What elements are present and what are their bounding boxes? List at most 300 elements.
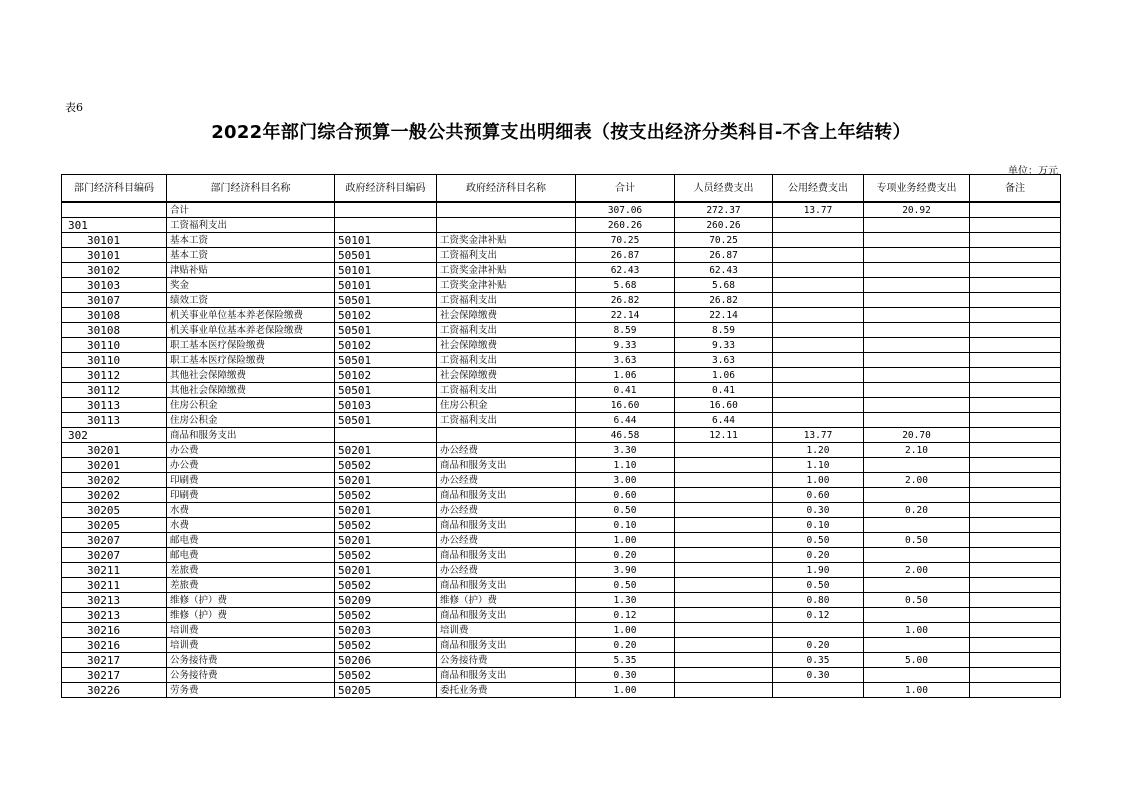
total-cell: 0.60: [576, 488, 675, 503]
dept-code-cell: 30216: [62, 638, 167, 653]
total-cell: 0.41: [576, 383, 675, 398]
public-cell: [773, 233, 864, 248]
gov-code-cell: 50502: [335, 548, 437, 563]
total-cell: 3.00: [576, 473, 675, 488]
dept-name-cell: 培训费: [167, 638, 335, 653]
special-cell: 20.70: [864, 428, 970, 443]
special-cell: 0.20: [864, 503, 970, 518]
dept-code-cell: 30113: [62, 413, 167, 428]
note-cell: [970, 473, 1061, 488]
public-cell: 1.20: [773, 443, 864, 458]
public-cell: [773, 323, 864, 338]
gov-name-cell: [437, 202, 576, 218]
gov-name-cell: 商品和服务支出: [437, 638, 576, 653]
gov-code-cell: 50501: [335, 248, 437, 263]
personnel-cell: [675, 593, 773, 608]
table-row: [62, 278, 1061, 293]
dept-name-cell: 水费: [167, 503, 335, 518]
special-cell: [864, 668, 970, 683]
personnel-cell: [675, 488, 773, 503]
table-row: [62, 533, 1061, 548]
dept-code-cell: 30103: [62, 278, 167, 293]
dept-code-cell: 30213: [62, 608, 167, 623]
gov-name-cell: 维修（护）费: [437, 593, 576, 608]
col-header-dept-name: 部门经济科目名称: [167, 175, 335, 203]
special-cell: [864, 248, 970, 263]
dept-code-cell: [62, 202, 167, 218]
table-row: [62, 323, 1061, 338]
personnel-cell: 70.25: [675, 233, 773, 248]
personnel-cell: 3.63: [675, 353, 773, 368]
table-body: [62, 202, 1061, 698]
dept-code-cell: 30113: [62, 398, 167, 413]
note-cell: [970, 578, 1061, 593]
dept-name-cell: 印刷费: [167, 473, 335, 488]
gov-name-cell: 商品和服务支出: [437, 458, 576, 473]
dept-code-cell: 30112: [62, 368, 167, 383]
dept-name-cell: 培训费: [167, 623, 335, 638]
col-header-note: 备注: [970, 175, 1061, 203]
gov-name-cell: 商品和服务支出: [437, 518, 576, 533]
personnel-cell: 22.14: [675, 308, 773, 323]
dept-name-cell: 邮电费: [167, 533, 335, 548]
public-cell: [773, 398, 864, 413]
col-header-personnel: 人员经费支出: [675, 175, 773, 203]
dept-code-cell: 30217: [62, 668, 167, 683]
dept-code-cell: 30202: [62, 488, 167, 503]
dept-name-cell: 办公费: [167, 443, 335, 458]
special-cell: [864, 413, 970, 428]
personnel-cell: [675, 458, 773, 473]
special-cell: [864, 548, 970, 563]
gov-name-cell: 工资福利支出: [437, 413, 576, 428]
gov-code-cell: 50101: [335, 263, 437, 278]
dept-code-cell: 30101: [62, 248, 167, 263]
gov-code-cell: 50102: [335, 308, 437, 323]
gov-name-cell: 工资福利支出: [437, 323, 576, 338]
table-row: [62, 608, 1061, 623]
personnel-cell: [675, 608, 773, 623]
total-cell: 3.63: [576, 353, 675, 368]
note-cell: [970, 233, 1061, 248]
dept-name-cell: 机关事业单位基本养老保险缴费: [167, 308, 335, 323]
public-cell: [773, 623, 864, 638]
col-header-dept-code: 部门经济科目编码: [62, 175, 167, 203]
note-cell: [970, 653, 1061, 668]
note-cell: [970, 218, 1061, 233]
gov-name-cell: 工资福利支出: [437, 248, 576, 263]
public-cell: [773, 383, 864, 398]
table-row: [62, 293, 1061, 308]
special-cell: [864, 638, 970, 653]
total-cell: 3.90: [576, 563, 675, 578]
gov-name-cell: [437, 218, 576, 233]
total-cell: 8.59: [576, 323, 675, 338]
dept-name-cell: 差旅费: [167, 578, 335, 593]
public-cell: 0.10: [773, 518, 864, 533]
note-cell: [970, 263, 1061, 278]
dept-name-cell: 公务接待费: [167, 653, 335, 668]
gov-code-cell: 50502: [335, 608, 437, 623]
table-row: [62, 473, 1061, 488]
dept-code-cell: 30110: [62, 353, 167, 368]
dept-code-cell: 30112: [62, 383, 167, 398]
personnel-cell: [675, 653, 773, 668]
note-cell: [970, 533, 1061, 548]
table-row: [62, 653, 1061, 668]
gov-name-cell: 商品和服务支出: [437, 548, 576, 563]
col-header-public: 公用经费支出: [773, 175, 864, 203]
special-cell: [864, 323, 970, 338]
public-cell: [773, 263, 864, 278]
gov-name-cell: 办公经费: [437, 473, 576, 488]
note-cell: [970, 323, 1061, 338]
gov-name-cell: 办公经费: [437, 533, 576, 548]
total-cell: 1.00: [576, 683, 675, 698]
gov-code-cell: [335, 218, 437, 233]
total-cell: 26.82: [576, 293, 675, 308]
dept-name-cell: 奖金: [167, 278, 335, 293]
gov-name-cell: 工资奖金津补贴: [437, 263, 576, 278]
public-cell: 13.77: [773, 202, 864, 218]
total-cell: 0.30: [576, 668, 675, 683]
gov-code-cell: 50101: [335, 233, 437, 248]
note-cell: [970, 623, 1061, 638]
public-cell: 1.90: [773, 563, 864, 578]
gov-code-cell: 50201: [335, 473, 437, 488]
total-cell: 0.50: [576, 578, 675, 593]
total-cell: 62.43: [576, 263, 675, 278]
gov-name-cell: 公务接待费: [437, 653, 576, 668]
personnel-cell: 272.37: [675, 202, 773, 218]
col-header-special: 专项业务经费支出: [864, 175, 970, 203]
table-row: [62, 638, 1061, 653]
public-cell: [773, 248, 864, 263]
personnel-cell: [675, 473, 773, 488]
total-cell: 70.25: [576, 233, 675, 248]
total-cell: 0.10: [576, 518, 675, 533]
personnel-cell: 5.68: [675, 278, 773, 293]
dept-code-cell: 30226: [62, 683, 167, 698]
table-row: [62, 233, 1061, 248]
note-cell: [970, 503, 1061, 518]
personnel-cell: [675, 503, 773, 518]
table-row: [62, 593, 1061, 608]
gov-name-cell: 工资福利支出: [437, 353, 576, 368]
dept-code-cell: 30110: [62, 338, 167, 353]
header-row: [62, 175, 1061, 203]
table-row: [62, 263, 1061, 278]
public-cell: 0.50: [773, 533, 864, 548]
table-row: [62, 443, 1061, 458]
dept-name-cell: 其他社会保障缴费: [167, 368, 335, 383]
total-cell: 0.20: [576, 638, 675, 653]
note-cell: [970, 488, 1061, 503]
gov-code-cell: 50201: [335, 533, 437, 548]
note-cell: [970, 398, 1061, 413]
special-cell: [864, 458, 970, 473]
table-row: [62, 248, 1061, 263]
personnel-cell: [675, 443, 773, 458]
dept-code-cell: 30211: [62, 578, 167, 593]
table-row: [62, 368, 1061, 383]
dept-name-cell: 维修（护）费: [167, 608, 335, 623]
gov-name-cell: 工资福利支出: [437, 293, 576, 308]
table-row: [62, 458, 1061, 473]
public-cell: [773, 683, 864, 698]
gov-code-cell: 50209: [335, 593, 437, 608]
gov-name-cell: 委托业务费: [437, 683, 576, 698]
dept-name-cell: 邮电费: [167, 548, 335, 563]
special-cell: 2.00: [864, 563, 970, 578]
table-tag: 表6: [65, 101, 83, 114]
dept-code-cell: 30213: [62, 593, 167, 608]
special-cell: [864, 218, 970, 233]
dept-name-cell: 机关事业单位基本养老保险缴费: [167, 323, 335, 338]
total-cell: 1.30: [576, 593, 675, 608]
gov-code-cell: [335, 428, 437, 443]
dept-code-cell: 30108: [62, 323, 167, 338]
gov-code-cell: 50203: [335, 623, 437, 638]
dept-name-cell: 商品和服务支出: [167, 428, 335, 443]
public-cell: 13.77: [773, 428, 864, 443]
public-cell: 0.30: [773, 503, 864, 518]
dept-name-cell: 基本工资: [167, 233, 335, 248]
total-cell: 6.44: [576, 413, 675, 428]
col-header-gov-code: 政府经济科目编码: [335, 175, 437, 203]
dept-name-cell: 其他社会保障缴费: [167, 383, 335, 398]
gov-code-cell: 50501: [335, 323, 437, 338]
total-cell: 3.30: [576, 443, 675, 458]
gov-name-cell: 商品和服务支出: [437, 488, 576, 503]
note-cell: [970, 683, 1061, 698]
gov-name-cell: [437, 428, 576, 443]
gov-code-cell: 50101: [335, 278, 437, 293]
col-header-total: 合计: [576, 175, 675, 203]
table-row: [62, 338, 1061, 353]
public-cell: 0.20: [773, 638, 864, 653]
personnel-cell: 9.33: [675, 338, 773, 353]
gov-name-cell: 工资奖金津补贴: [437, 233, 576, 248]
total-cell: 16.60: [576, 398, 675, 413]
personnel-cell: [675, 518, 773, 533]
personnel-cell: 6.44: [675, 413, 773, 428]
col-header-gov-name: 政府经济科目名称: [437, 175, 576, 203]
special-cell: 2.10: [864, 443, 970, 458]
special-cell: 1.00: [864, 683, 970, 698]
total-cell: 22.14: [576, 308, 675, 323]
special-cell: 1.00: [864, 623, 970, 638]
gov-code-cell: 50206: [335, 653, 437, 668]
note-cell: [970, 608, 1061, 623]
table-row: [62, 518, 1061, 533]
total-cell: 46.58: [576, 428, 675, 443]
total-cell: 1.06: [576, 368, 675, 383]
gov-name-cell: 社会保障缴费: [437, 338, 576, 353]
special-cell: [864, 263, 970, 278]
total-cell: 5.35: [576, 653, 675, 668]
special-cell: 5.00: [864, 653, 970, 668]
dept-name-cell: 绩效工资: [167, 293, 335, 308]
gov-code-cell: 50502: [335, 518, 437, 533]
dept-code-cell: 30201: [62, 443, 167, 458]
special-cell: 0.50: [864, 533, 970, 548]
special-cell: 20.92: [864, 202, 970, 218]
public-cell: [773, 353, 864, 368]
gov-name-cell: 商品和服务支出: [437, 608, 576, 623]
table-row: [62, 668, 1061, 683]
special-cell: [864, 293, 970, 308]
total-cell: 1.10: [576, 458, 675, 473]
special-cell: [864, 353, 970, 368]
note-cell: [970, 353, 1061, 368]
special-cell: [864, 338, 970, 353]
special-cell: 0.50: [864, 593, 970, 608]
gov-code-cell: 50103: [335, 398, 437, 413]
total-cell: 1.00: [576, 533, 675, 548]
note-cell: [970, 563, 1061, 578]
gov-code-cell: 50501: [335, 293, 437, 308]
gov-name-cell: 商品和服务支出: [437, 578, 576, 593]
dept-name-cell: 津贴补贴: [167, 263, 335, 278]
note-cell: [970, 443, 1061, 458]
table-row: [62, 398, 1061, 413]
budget-table: [61, 174, 1061, 698]
gov-name-cell: 办公经费: [437, 503, 576, 518]
special-cell: [864, 518, 970, 533]
dept-name-cell: 职工基本医疗保险缴费: [167, 338, 335, 353]
special-cell: [864, 368, 970, 383]
gov-name-cell: 工资奖金津补贴: [437, 278, 576, 293]
gov-code-cell: 50501: [335, 353, 437, 368]
dept-name-cell: 职工基本医疗保险缴费: [167, 353, 335, 368]
public-cell: 0.30: [773, 668, 864, 683]
dept-code-cell: 30202: [62, 473, 167, 488]
dept-name-cell: 合计: [167, 202, 335, 218]
table-row: [62, 503, 1061, 518]
public-cell: 0.12: [773, 608, 864, 623]
special-cell: [864, 398, 970, 413]
note-cell: [970, 278, 1061, 293]
dept-code-cell: 30217: [62, 653, 167, 668]
gov-name-cell: 商品和服务支出: [437, 668, 576, 683]
dept-name-cell: 办公费: [167, 458, 335, 473]
table-row: [62, 488, 1061, 503]
dept-code-cell: 302: [62, 428, 167, 443]
total-cell: 0.20: [576, 548, 675, 563]
public-cell: [773, 278, 864, 293]
personnel-cell: [675, 548, 773, 563]
table-row: [62, 563, 1061, 578]
gov-code-cell: 50501: [335, 413, 437, 428]
personnel-cell: [675, 578, 773, 593]
dept-name-cell: 水费: [167, 518, 335, 533]
total-cell: 0.50: [576, 503, 675, 518]
public-cell: [773, 293, 864, 308]
public-cell: [773, 368, 864, 383]
gov-code-cell: 50502: [335, 668, 437, 683]
dept-code-cell: 30107: [62, 293, 167, 308]
dept-code-cell: 30205: [62, 503, 167, 518]
personnel-cell: 8.59: [675, 323, 773, 338]
note-cell: [970, 458, 1061, 473]
personnel-cell: 26.87: [675, 248, 773, 263]
total-cell: 26.87: [576, 248, 675, 263]
dept-name-cell: 公务接待费: [167, 668, 335, 683]
personnel-cell: 1.06: [675, 368, 773, 383]
total-cell: 260.26: [576, 218, 675, 233]
dept-name-cell: 劳务费: [167, 683, 335, 698]
public-cell: 1.00: [773, 473, 864, 488]
special-cell: [864, 488, 970, 503]
public-cell: 0.50: [773, 578, 864, 593]
dept-code-cell: 30207: [62, 548, 167, 563]
personnel-cell: [675, 623, 773, 638]
gov-name-cell: 社会保障缴费: [437, 308, 576, 323]
dept-code-cell: 30201: [62, 458, 167, 473]
gov-name-cell: 办公经费: [437, 563, 576, 578]
gov-code-cell: 50201: [335, 503, 437, 518]
gov-name-cell: 办公经费: [437, 443, 576, 458]
dept-name-cell: 差旅费: [167, 563, 335, 578]
dept-code-cell: 30108: [62, 308, 167, 323]
dept-name-cell: 工资福利支出: [167, 218, 335, 233]
note-cell: [970, 338, 1061, 353]
gov-name-cell: 工资福利支出: [437, 383, 576, 398]
table-row: [62, 548, 1061, 563]
personnel-cell: [675, 668, 773, 683]
table-row: [62, 202, 1061, 218]
public-cell: [773, 218, 864, 233]
personnel-cell: 12.11: [675, 428, 773, 443]
gov-code-cell: [335, 202, 437, 218]
note-cell: [970, 428, 1061, 443]
special-cell: 2.00: [864, 473, 970, 488]
dept-code-cell: 30207: [62, 533, 167, 548]
special-cell: [864, 278, 970, 293]
table-row: [62, 383, 1061, 398]
special-cell: [864, 308, 970, 323]
note-cell: [970, 548, 1061, 563]
dept-name-cell: 基本工资: [167, 248, 335, 263]
personnel-cell: 62.43: [675, 263, 773, 278]
page-title: 2022年部门综合预算一般公共预算支出明细表（按支出经济分类科目-不含上年结转）: [211, 122, 911, 143]
table-row: [62, 308, 1061, 323]
personnel-cell: 26.82: [675, 293, 773, 308]
dept-code-cell: 30101: [62, 233, 167, 248]
total-cell: 5.68: [576, 278, 675, 293]
gov-code-cell: 50502: [335, 488, 437, 503]
note-cell: [970, 518, 1061, 533]
special-cell: [864, 608, 970, 623]
gov-code-cell: 50502: [335, 458, 437, 473]
total-cell: 0.12: [576, 608, 675, 623]
personnel-cell: 16.60: [675, 398, 773, 413]
dept-code-cell: 30205: [62, 518, 167, 533]
public-cell: 0.60: [773, 488, 864, 503]
total-cell: 307.06: [576, 202, 675, 218]
note-cell: [970, 202, 1061, 218]
gov-name-cell: 培训费: [437, 623, 576, 638]
gov-code-cell: 50502: [335, 638, 437, 653]
personnel-cell: [675, 533, 773, 548]
personnel-cell: [675, 683, 773, 698]
dept-name-cell: 住房公积金: [167, 413, 335, 428]
special-cell: [864, 383, 970, 398]
special-cell: [864, 578, 970, 593]
dept-name-cell: 住房公积金: [167, 398, 335, 413]
note-cell: [970, 308, 1061, 323]
